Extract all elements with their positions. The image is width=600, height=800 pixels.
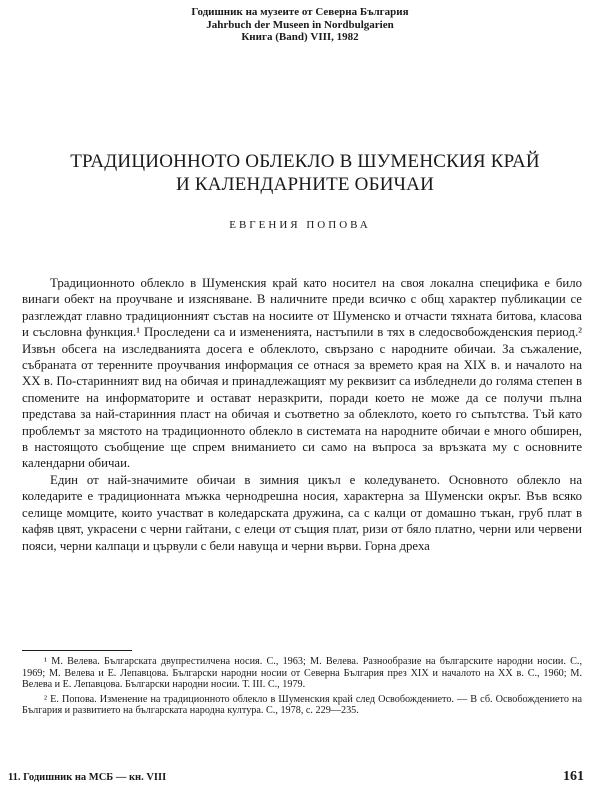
footnote-divider [22,650,132,651]
header-line-2: Jahrbuch der Museen in Nordbulgarien [206,18,394,31]
footnotes [22,656,582,720]
footnote: ² Е. Попова. Изменение на традиционното облекло в Шуменския край след Освобождението. — В сб. Освобождението на България и развитието на българската народна култура. С., 1978, с. 229—235. [22,693,582,717]
article-author: ЕВГЕНИЯ ПОПОВА [229,219,371,231]
footnote: ¹ М. Велева. Българската двупрестилчена носия. С., 1963; М. Велева. Разнообразие на българските народни носии. С., 1969; М. Велева и Е. Лепавцова. Български народни носии от Северна България през XIX и началото на XX в. С., 1960; М. Велева и Е. Лепавцова. Български народни носии. Т. III. С., 1979. [22,656,582,691]
title-line-2: И КАЛЕНДАРНИТЕ ОБИЧАИ [175,174,435,195]
body-paragraph: Един от най-значимите обичаи в зимния цикъл е коледуването. Основното облекло на коледарите е традиционната мъжка чернодрешна носия, характерна за Шуменски окръг. Във всяко селище момците, които участват в коледарската дружина, са с калци от домашно тъкан, груб плат в кафяв цвят, украсени с черни гайтани, с елеци от същия плат, ризи от бяло платно, черни или червени пояси, черни калпаци и цървули с бели навуща и черни върви. Горна дреха [22,472,582,553]
body-paragraph: Традиционното облекло в Шуменския край като носител на своя локална специфика е било винаги обект на проучване и изясняване. В наличните преди всичко с общ характер публикации се разглеждат главно традиционният състав на носиите от Шуменско и отчасти тяхната битова, класова и съсловна функция.¹ Проследени са и измененията, настъпили в тях в следосвобожденския период.² Извън обсега на изследванията досега е облеклото, свързано с народните обичаи. За съжаление, събраната от теренните проучвания информация се отнася за времето края на XIX в. и началото на XX в. По-старинният вид на обичая и принадлежащият му реквизит са изб‍ледне‍ли до голяма степен в спомените на информаторите и остават неразкрити, поради което не може да се получи пълна представа за най-старинния пласт на обичая и съответно за облеклото, което го съпътства. Тъй като проблемът за мястото на традиционното облекло в системата на народните обичаи е много обширен, в настоящото съобщение ще спрем вниманието си само на въпроса за връзката му с основните календарни обичаи. [22,276,582,471]
sheet-signature: 11. Годишник на МСБ — кн. VIII [8,772,167,783]
running-header [0,6,600,44]
title-line-1: ТРАДИЦИОННОТО ОБЛЕКЛО В ШУМЕНСКИЯ КРАЙ [70,151,540,172]
article-body [22,275,582,554]
header-line-1: Годишник на музеите от Северна България [191,6,409,18]
header-line-3: Книга (Band) VIII, 1982 [241,31,359,43]
page-number: 161 [563,769,584,784]
article-title [40,150,570,196]
